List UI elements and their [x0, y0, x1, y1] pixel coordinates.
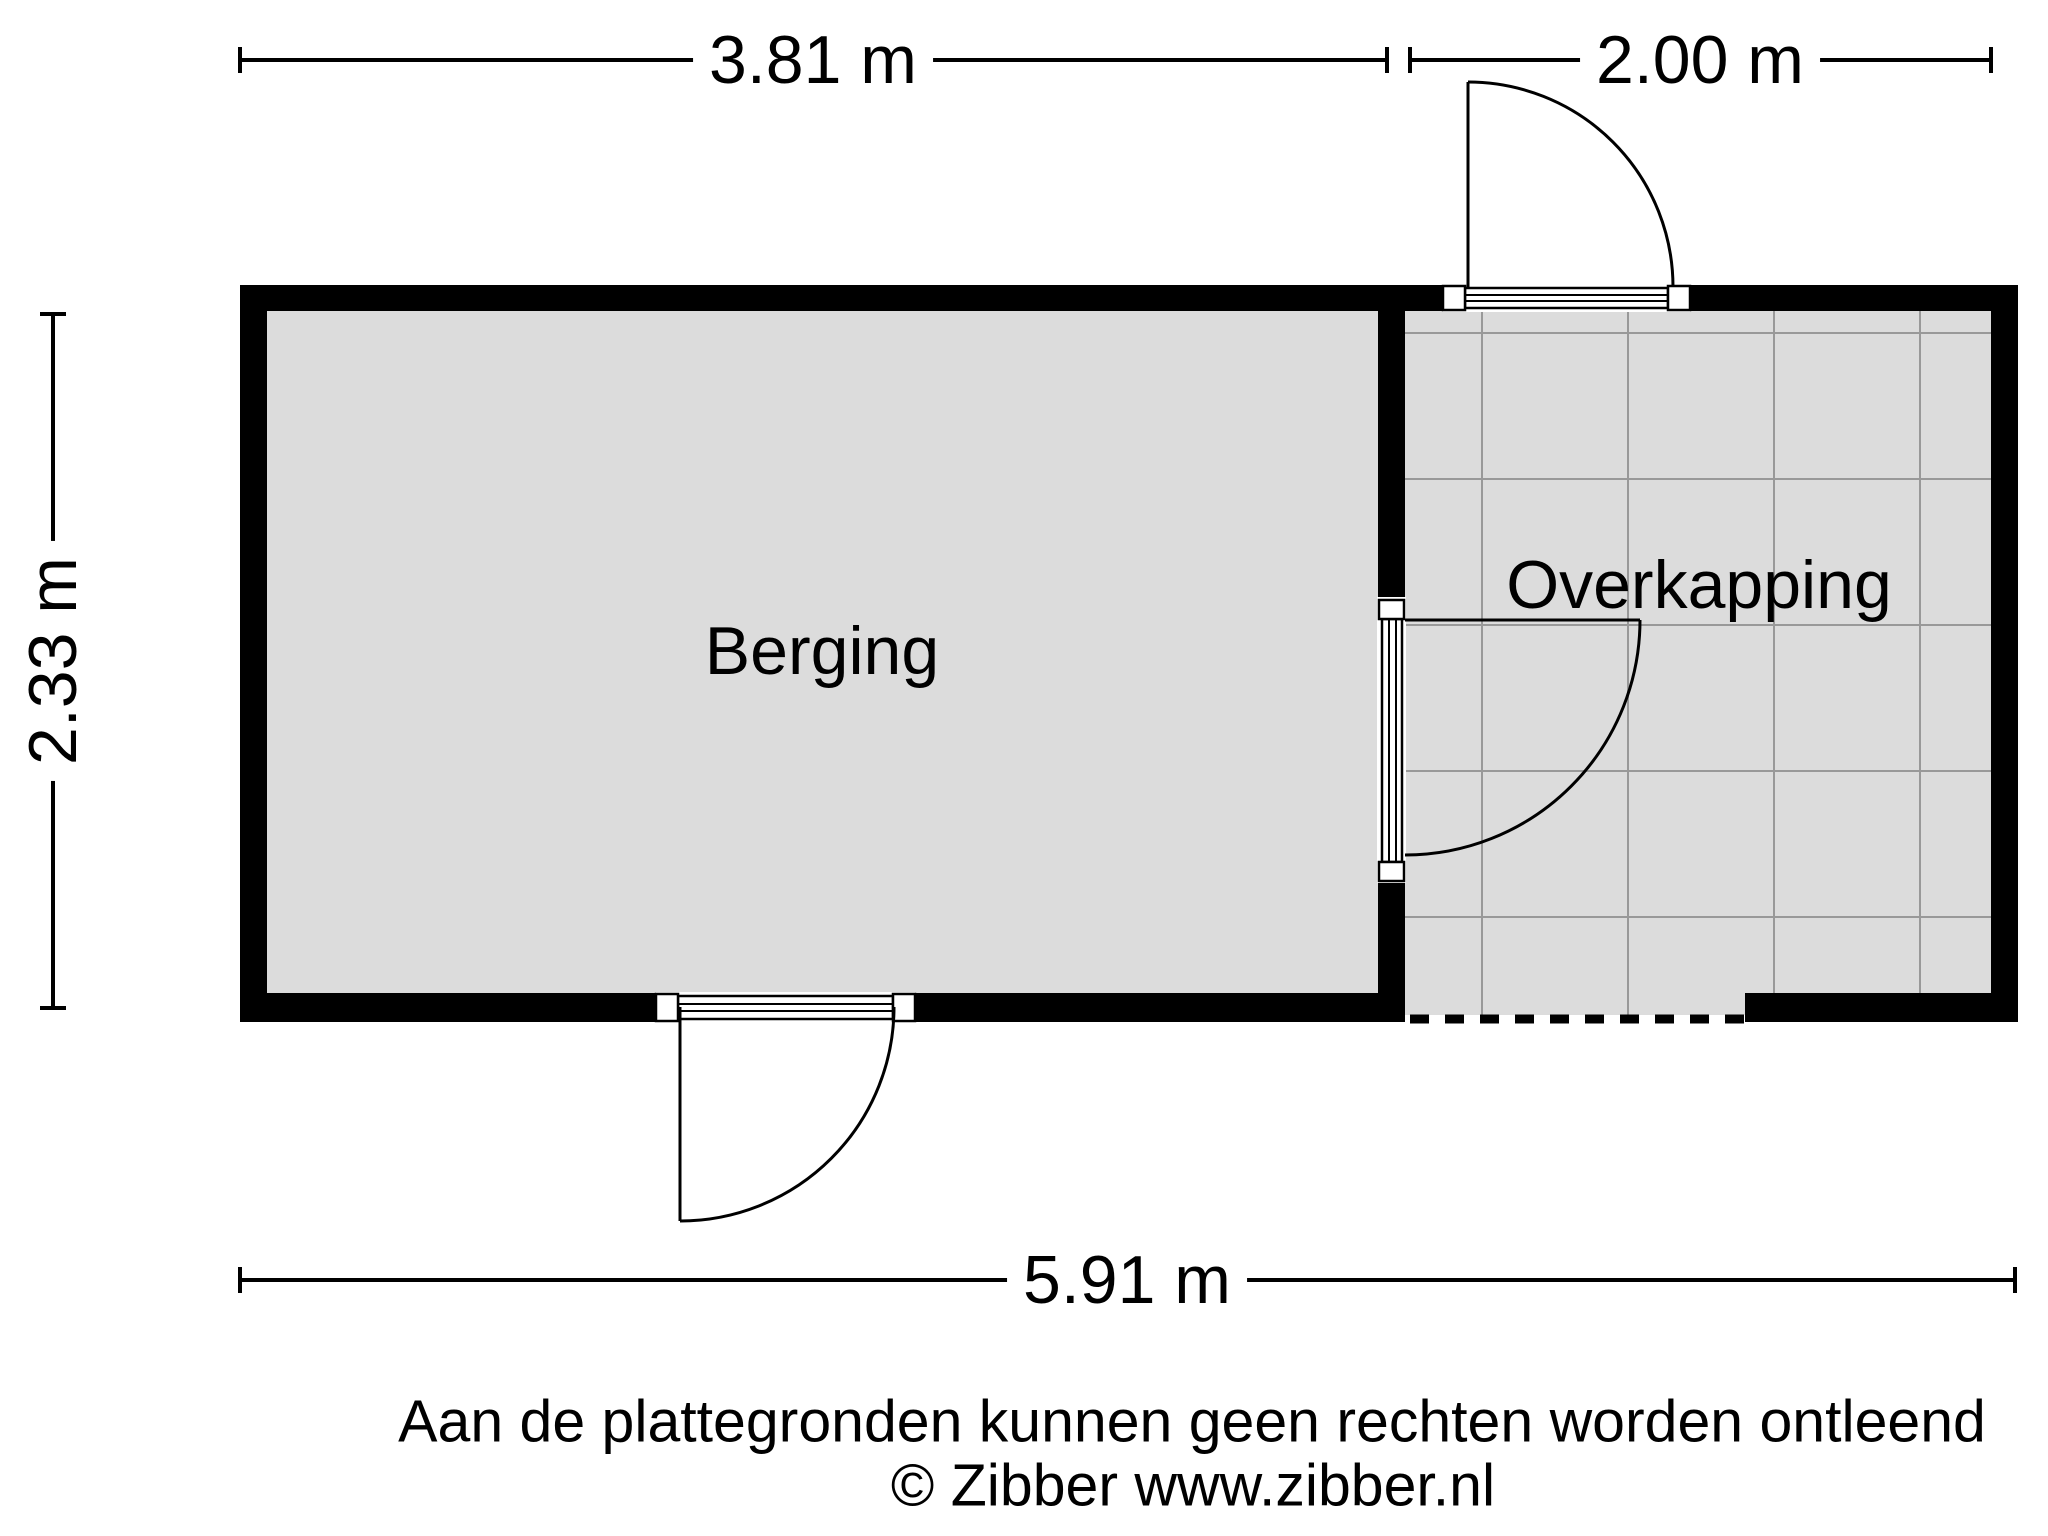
door-middle-frame-bottom [1379, 862, 1404, 881]
dimension-label-total-width: 5.91 m [1007, 1244, 1247, 1316]
overkapping-floor [1405, 311, 1993, 1015]
door-top-frame-right [1668, 286, 1690, 310]
door-bottom [656, 992, 915, 1221]
dividing-wall-lower [1378, 883, 1405, 1022]
disclaimer-text: Aan de plattegronden kunnen geen rechten worden ontleend [398, 1388, 1986, 1455]
room-label-overkapping: Overkapping [1506, 547, 1892, 623]
dimension-label-berging-width: 3.81 m [693, 24, 933, 96]
copyright-text: © Zibber www.zibber.nl [890, 1452, 1496, 1519]
bottom-wall-middle-segment [915, 993, 1405, 1022]
door-middle-frame-top [1379, 600, 1404, 619]
dimension-label-overkapping-width: 2.00 m [1580, 24, 1820, 96]
door-top [1443, 82, 1690, 312]
dividing-wall-upper [1378, 311, 1405, 597]
room-label-berging: Berging [704, 613, 940, 689]
top-wall-right-segment [1690, 285, 2018, 311]
dimension-label-depth: 2.33 m [17, 541, 89, 781]
door-bottom-frame-right [893, 994, 915, 1021]
right-wall [1991, 285, 2018, 1022]
door-top-frame-left [1443, 286, 1465, 310]
door-bottom-frame-left [656, 994, 678, 1021]
door-bottom-swing-arc [680, 1007, 894, 1221]
door-top-swing-arc [1468, 82, 1673, 287]
left-wall [240, 285, 267, 1022]
top-wall-left-segment [240, 285, 1443, 311]
bottom-wall-right-segment [1745, 993, 2018, 1022]
bottom-wall-left-segment [240, 993, 656, 1022]
